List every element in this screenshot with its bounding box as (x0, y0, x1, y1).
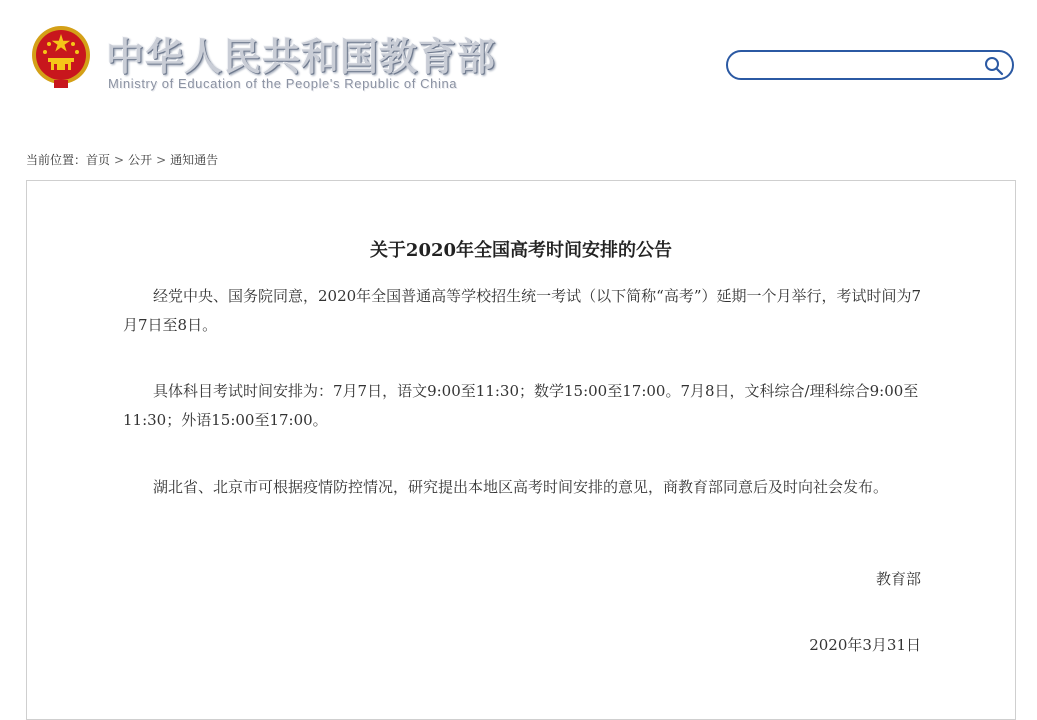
search-box (726, 50, 1014, 80)
national-emblem-icon (30, 24, 92, 90)
breadcrumb-public-link[interactable]: 公开 (128, 153, 153, 167)
article-signature: 教育部 (875, 570, 921, 588)
article-title: 关于2020年全国高考时间安排的公告 (369, 240, 673, 261)
article-paragraph: 具体科目考试时间安排为：7月7日，语文9:00至11:30；数学15:00至17:00。7月8日，文科综合/理科综合9:00至11:30；外语15:00至17:00。 (123, 382, 919, 429)
search-input[interactable] (740, 55, 984, 77)
article-paragraph: 经党中央、国务院同意，2020年全国普通高等学校招生统一考试（以下简称“高考”）延期一个月举行，考试时间为7月7日至8日。 (123, 287, 922, 334)
site-subtitle: Ministry of Education of the People's Republic of China (108, 76, 458, 91)
breadcrumb-notice-link[interactable]: 通知通告 (170, 153, 219, 167)
breadcrumb-prefix: 当前位置： (26, 153, 87, 167)
breadcrumb-home-link[interactable]: 首页 (86, 153, 111, 167)
breadcrumb (26, 151, 218, 168)
chevron-right-icon: > (114, 153, 125, 167)
article-date: 2020年3月31日 (809, 636, 921, 654)
search-icon[interactable] (984, 56, 1004, 76)
article-container (26, 180, 1016, 720)
site-header (0, 0, 1037, 130)
article-paragraph: 湖北省、北京市可根据疫情防控情况，研究提出本地区高考时间安排的意见，商教育部同意后及时向社会发布。 (153, 478, 889, 496)
site-title: 中华人民共和国教育部 (106, 35, 497, 79)
chevron-right-icon: > (156, 153, 167, 167)
